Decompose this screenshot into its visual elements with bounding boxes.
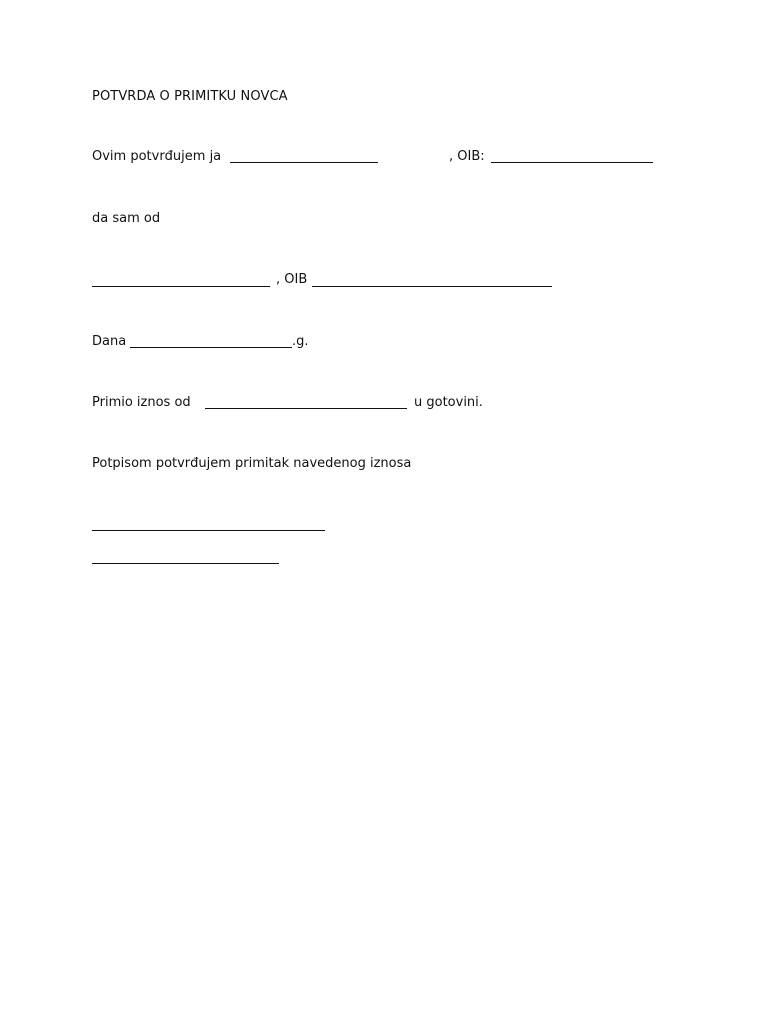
payer-name-blank-field[interactable]: [92, 286, 270, 287]
name-blank-field[interactable]: [230, 162, 378, 163]
date-suffix: .g.: [292, 334, 309, 349]
oib-label-2: , OIB: [276, 272, 308, 287]
from-text: da sam od: [92, 211, 161, 226]
oib-label-1: , OIB:: [449, 149, 485, 164]
signature-statement-line: [92, 456, 411, 472]
oib-label-1-wrap: [449, 149, 485, 165]
date-line: [92, 334, 126, 350]
date-suffix-wrap: [292, 334, 309, 350]
date-blank-field[interactable]: [130, 347, 292, 348]
document-title: POTVRDA O PRIMITKU NOVCA: [92, 89, 288, 104]
signature-statement: Potpisom potvrđujem primitak navedenog iznosa: [92, 456, 412, 471]
amount-suffix: u gotovini.: [414, 395, 483, 410]
amount-prefix: Primio iznos od: [92, 395, 191, 410]
statement-prefix: Ovim potvrđujem ja: [92, 149, 222, 164]
date-prefix: Dana: [92, 334, 127, 349]
oib-blank-field-2[interactable]: [312, 286, 552, 287]
signature-name-blank-field[interactable]: [92, 563, 279, 564]
statement-from-line: [92, 211, 160, 227]
oib-blank-field-1[interactable]: [491, 162, 653, 163]
amount-blank-field[interactable]: [205, 408, 407, 409]
oib-label-2-wrap: [276, 272, 307, 288]
amount-suffix-wrap: [414, 395, 483, 411]
signature-blank-field[interactable]: [92, 530, 325, 531]
amount-line: [92, 395, 191, 411]
statement-line-name: [92, 149, 221, 165]
